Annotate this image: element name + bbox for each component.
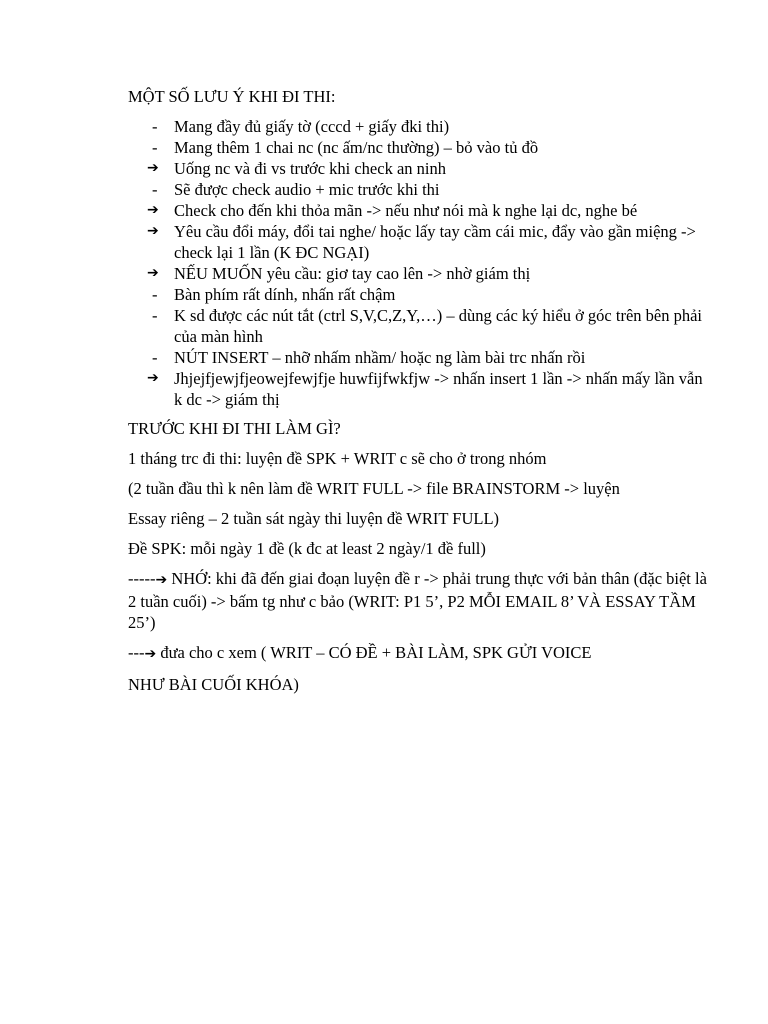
paragraph-spk-daily: Đề SPK: mỗi ngày 1 đề (k đc at least 2 ngày/1 đề full) <box>128 539 486 558</box>
list-item <box>128 116 708 137</box>
dash-bullet: - <box>152 180 158 199</box>
list-item-text: Jhjejfjewjfjeowejfewjfje huwfijfwkfjw -> nhấn insert 1 lần -> nhấn mấy lần vẫn k dc -> giám thị <box>174 369 703 409</box>
paragraph-reminder-text: NHỚ: khi đã đến giai đoạn luyện đề r -> phải trung thực với bản thân (đặc biệt là 2 tuần cuối) -> bấm tg như c bảo (WRIT: P1 5’, P2 MỖI EMAIL 8’ VÀ ESSAY TẦM 25’) <box>128 569 707 632</box>
list-item <box>128 263 708 284</box>
list-item-text: Bàn phím rất dính, nhấn rất chậm <box>174 285 396 304</box>
list-item <box>128 221 708 263</box>
list-item <box>128 305 708 347</box>
arrow-icon: ➔ <box>147 265 159 281</box>
list-item-text: NÚT INSERT – nhỡ nhấm nhầm/ hoặc ng làm bài trc nhấn rồi <box>174 348 586 367</box>
list-item <box>128 137 708 158</box>
dash-prefix: ----- <box>128 569 156 588</box>
arrow-icon: ➔ <box>147 160 159 176</box>
dash-bullet: - <box>152 306 158 325</box>
arrow-icon: ➔ <box>144 646 157 662</box>
paragraph-first-two-weeks: (2 tuần đầu thì k nên làm đề WRIT FULL -> file BRAINSTORM -> luyện <box>128 479 620 498</box>
dash-prefix: --- <box>128 643 145 662</box>
dash-bullet: - <box>152 138 158 157</box>
list-item-text: Sẽ được check audio + mic trước khi thi <box>174 180 440 199</box>
paragraph-send-text: đưa cho c xem ( WRIT – CÓ ĐỀ + BÀI LÀM, SPK GỬI VOICE <box>156 643 592 662</box>
list-item <box>128 200 708 221</box>
paragraph-send-to-teacher <box>128 642 708 665</box>
document-content <box>128 86 708 704</box>
section-title-exam-notes: MỘT SỐ LƯU Ý KHI ĐI THI: <box>128 87 336 106</box>
section-title-before-exam: TRƯỚC KHI ĐI THI LÀM GÌ? <box>128 419 341 438</box>
paragraph-essay: Essay riêng – 2 tuần sát ngày thi luyện đề WRIT FULL) <box>128 509 500 528</box>
list-item <box>128 179 708 200</box>
list-item-text: Mang đầy đủ giấy tờ (cccd + giấy đki thi) <box>174 117 450 136</box>
list-item-text: Mang thêm 1 chai nc (nc ấm/nc thường) – bỏ vào tủ đồ <box>174 138 539 157</box>
dash-bullet: - <box>152 285 158 304</box>
list-item-text: NẾU MUỐN yêu cầu: giơ tay cao lên -> nhờ giám thị <box>174 264 531 283</box>
exam-notes-list <box>128 116 708 410</box>
list-item <box>128 284 708 305</box>
list-item <box>128 158 708 179</box>
paragraph-reminder <box>128 568 708 633</box>
list-item-text: Check cho đến khi thỏa mãn -> nếu như nói mà k nghe lại dc, nghe bé <box>174 201 638 220</box>
list-item-text: Uống nc và đi vs trước khi check an ninh <box>174 159 446 178</box>
list-item <box>128 368 708 410</box>
list-item-text: K sd được các nút tắt (ctrl S,V,C,Z,Y,…) – dùng các ký hiểu ở góc trên bên phải của màn hình <box>174 306 702 346</box>
arrow-icon: ➔ <box>147 202 159 218</box>
paragraph-final: NHƯ BÀI CUỐI KHÓA) <box>128 675 299 694</box>
list-item-text: Yêu cầu đổi máy, đổi tai nghe/ hoặc lấy tay cầm cái mic, đẩy vào gần miệng -> check lại 1 lần (K ĐC NGẠI) <box>174 222 696 262</box>
paragraph-one-month: 1 tháng trc đi thi: luyện đề SPK + WRIT c sẽ cho ở trong nhóm <box>128 449 547 468</box>
list-item <box>128 347 708 368</box>
dash-bullet: - <box>152 348 158 367</box>
arrow-icon: ➔ <box>147 223 159 239</box>
dash-bullet: - <box>152 117 158 136</box>
arrow-icon: ➔ <box>155 572 168 588</box>
arrow-icon: ➔ <box>147 370 159 386</box>
